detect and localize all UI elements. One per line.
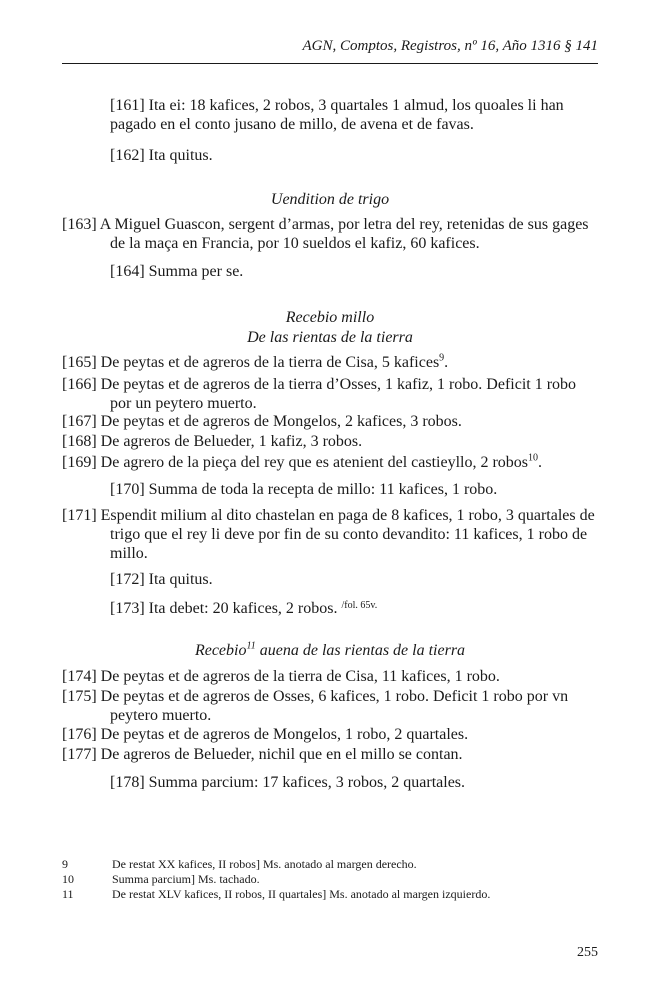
entry-163: [163] A Miguel Guascon, sergent d’armas, por letra del rey, retenidas de sus gages de la maça en Francia, por 10 sueldos el kafiz, 60 kafices. <box>62 216 589 252</box>
entry-175: [175] De peytas et de agreros de Osses, 6 kafices, 1 robo. Deficit 1 robo por vn peytero muerto. <box>62 688 569 724</box>
section-heading-recebio-auena: Recebio$^{11}$ auena de las rientas de la tierra <box>194 640 466 659</box>
entry-170: [170] Summa de toda la recepta de millo: 11 kafices, 1 robo. <box>110 481 498 498</box>
entry-167: [167] De peytas et de agreros de Mongelos, 2 kafices, 3 robos. <box>62 413 462 430</box>
entry-171: [171] Espendit milium al dito chastelan en paga de 8 kafices, 1 robo, 3 quartales de trigo que el rey li deve por fin de su conto devandito: 11 kafices, 1 robo de millo. <box>62 507 595 562</box>
footnote-ref-10: 10 <box>528 452 539 464</box>
footnote-11: 11 De restat XLV kafices, II robos, II quartales] Ms. anotado al margen izquierdo. <box>62 887 491 901</box>
footnote-9: 9 De restat XX kafices, II robos] Ms. anotado al margen derecho. <box>62 857 417 871</box>
header-rule <box>62 63 598 64</box>
entry-165: [165] De peytas et de agreros de la tierra de Cisa, 5 kafices$^9$. <box>62 352 449 371</box>
entry-173: [173] Ita debet: 20 kafices, 2 robos. $^{/fol. 65v.}$ <box>110 600 378 617</box>
entry-172: [172] Ita quitus. <box>110 571 213 588</box>
entry-162: [162] Ita quitus. <box>110 147 213 164</box>
entry-166: [166] De peytas et de agreros de la tierra d’Osses, 1 kafiz, 1 robo. Deficit 1 robo por un peytero muerto. <box>62 376 577 412</box>
running-header: AGN, Comptos, Registros, nº 16, Año 1316 § 141 <box>302 38 598 54</box>
section-heading-uendition: Uendition de trigo <box>270 191 390 208</box>
entry-161: [161] Ita ei: 18 kafices, 2 robos, 3 quartales 1 almud, los quoales li han pagado en el conto jusano de millo, de avena et de favas. <box>110 97 564 133</box>
footnote-10: 10 Summa parcium] Ms. tachado. <box>62 872 260 886</box>
entry-177: [177] De agreros de Belueder, nichil que en el millo se contan. <box>62 746 463 763</box>
entry-169: [169] De agrero de la pieça del rey que es atenient del castieyllo, 2 robos$^{10}$. <box>62 452 543 471</box>
entry-174: [174] De peytas et de agreros de la tierra de Cisa, 11 kafices, 1 robo. <box>62 668 500 685</box>
folio-marker: /fol. 65v. <box>341 600 378 611</box>
section-subheading-rientas: De las rientas de la tierra <box>247 329 413 346</box>
entry-168: [168] De agreros de Belueder, 1 kafiz, 3 robos. <box>62 433 363 450</box>
page-number: 255 <box>577 945 598 960</box>
footnote-ref-9: 9 <box>439 352 445 364</box>
entry-164: [164] Summa per se. <box>110 263 244 280</box>
section-heading-recebio-millo: Recebio millo <box>285 309 375 326</box>
entry-176: [176] De peytas et de agreros de Mongelos, 1 robo, 2 quartales. <box>62 726 469 743</box>
entry-178: [178] Summa parcium: 17 kafices, 3 robos, 2 quartales. <box>110 774 466 791</box>
footnote-ref-11: 11 <box>246 640 256 652</box>
